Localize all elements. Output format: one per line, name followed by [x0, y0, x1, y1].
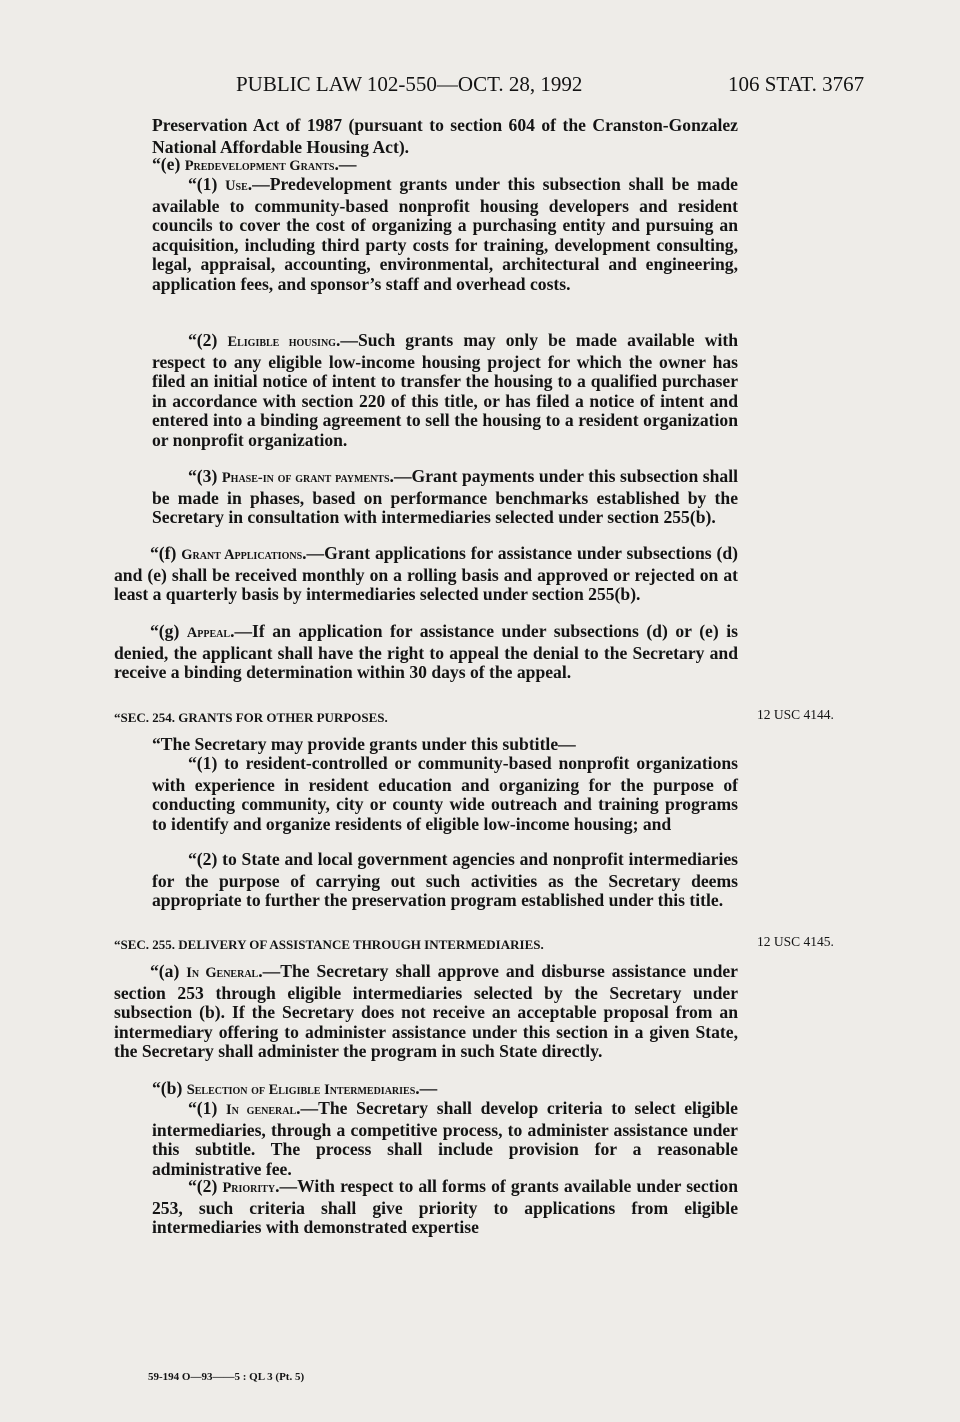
- paragraph-priority: “(2) Priority.—With respect to all forms of grants available under section 253, such criteria shall give priority to applications from eligible intermediaries with demonstrated expertise: [152, 1176, 739, 1237]
- paragraph-eligible-housing: “(2) Eligible housing.—Such grants may only be made available with respect to any eligible low-income housing project for which the owner has filed an initial notice of intent to transfer the housing to a qualified purchaser in accordance with section 220 of this title, or has filed a notice of intent and entered into a binding agreement to sell the housing to a resident organization or nonprofit organization.: [152, 330, 738, 450]
- paragraph-preservation-act: Preservation Act of 1987 (pursuant to section 604 of the Cranston-Gonzalez National Affordable Housing Act).: [152, 115, 738, 157]
- paragraph-appeal: “(g) Appeal.—If an application for assistance under subsections (d) or (e) is denied, the applicant shall have the right to appeal the denial to the Secretary and receive a binding determination within 30 days of the appeal.: [114, 621, 738, 682]
- paragraph-254-item-2: “(2) to State and local government agencies and nonprofit intermediaries for the purpose of carrying out such activities as the Secretary deems appropriate to further the preservation program established under this title.: [152, 849, 738, 910]
- section-255-heading: “SEC. 255. DELIVERY OF ASSISTANCE THROUGH INTERMEDIARIES.: [114, 937, 544, 952]
- paragraph-grant-applications: “(f) Grant Applications.—Grant applications for assistance under subsections (d) and (e) shall be received monthly on a rolling basis and approved or rejected on at least a quarterly basis by intermediaries selected under section 255(b).: [114, 543, 738, 604]
- heading-predevelopment-grants: “(e) Predevelopment Grants.—: [152, 154, 357, 174]
- print-job-footer: 59-194 O—93——5 : QL 3 (Pt. 5): [148, 1371, 305, 1383]
- paragraph-use: “(1) Use.—Predevelopment grants under this subsection shall be made available to community-based nonprofit housing developers and resident councils to cover the cost of organizing a purchasing entity and pursuing an acquisition, including third party costs for training, development consulting, legal, appraisal, accounting, environmental, architectural and engineering, application fees, and sponsor’s staff and overhead costs.: [152, 174, 738, 294]
- statute-page-number: 106 STAT. 3767: [728, 72, 865, 96]
- paragraph-phase-in: “(3) Phase-in of grant payments.—Grant payments under this subsection shall be made in phases, based on performance benchmarks established by the Secretary in consultation with intermediaries selected under section 255(b).: [152, 466, 738, 527]
- running-header-title: PUBLIC LAW 102-550—OCT. 28, 1992: [236, 72, 583, 96]
- margin-note-usc-4144: 12 USC 4144.: [757, 707, 834, 722]
- heading-selection-of-intermediaries: “(b) Selection of Eligible Intermediaries.—: [152, 1078, 438, 1098]
- paragraph-254-item-1: “(1) to resident-controlled or community-based nonprofit organizations with experience in resident education and organizing for the purpose of conducting community, city or county wide outreach and training programs to identify and organize residents of eligible low-income housing; and: [152, 753, 738, 834]
- margin-note-usc-4145: 12 USC 4145.: [757, 934, 834, 949]
- paragraph-secretary-may-provide: “The Secretary may provide grants under this subtitle—: [152, 734, 576, 754]
- section-254-heading: “SEC. 254. GRANTS FOR OTHER PURPOSES.: [114, 710, 388, 725]
- paragraph-255-in-general: “(a) In General.—The Secretary shall approve and disburse assistance under section 253 through eligible intermediaries selected by the Secretary under subsection (b). If the Secretary does not receive an acceptable proposal from an intermediary offering to administer assistance under this section in a given State, the Secretary shall administer the program in such State directly.: [114, 961, 738, 1061]
- paragraph-255-b-in-general: “(1) In general.—The Secretary shall develop criteria to select eligible intermediaries, through a competitive process, to administer assistance under this subtitle. The process shall include provision for a reasonable administrative fee.: [152, 1098, 738, 1179]
